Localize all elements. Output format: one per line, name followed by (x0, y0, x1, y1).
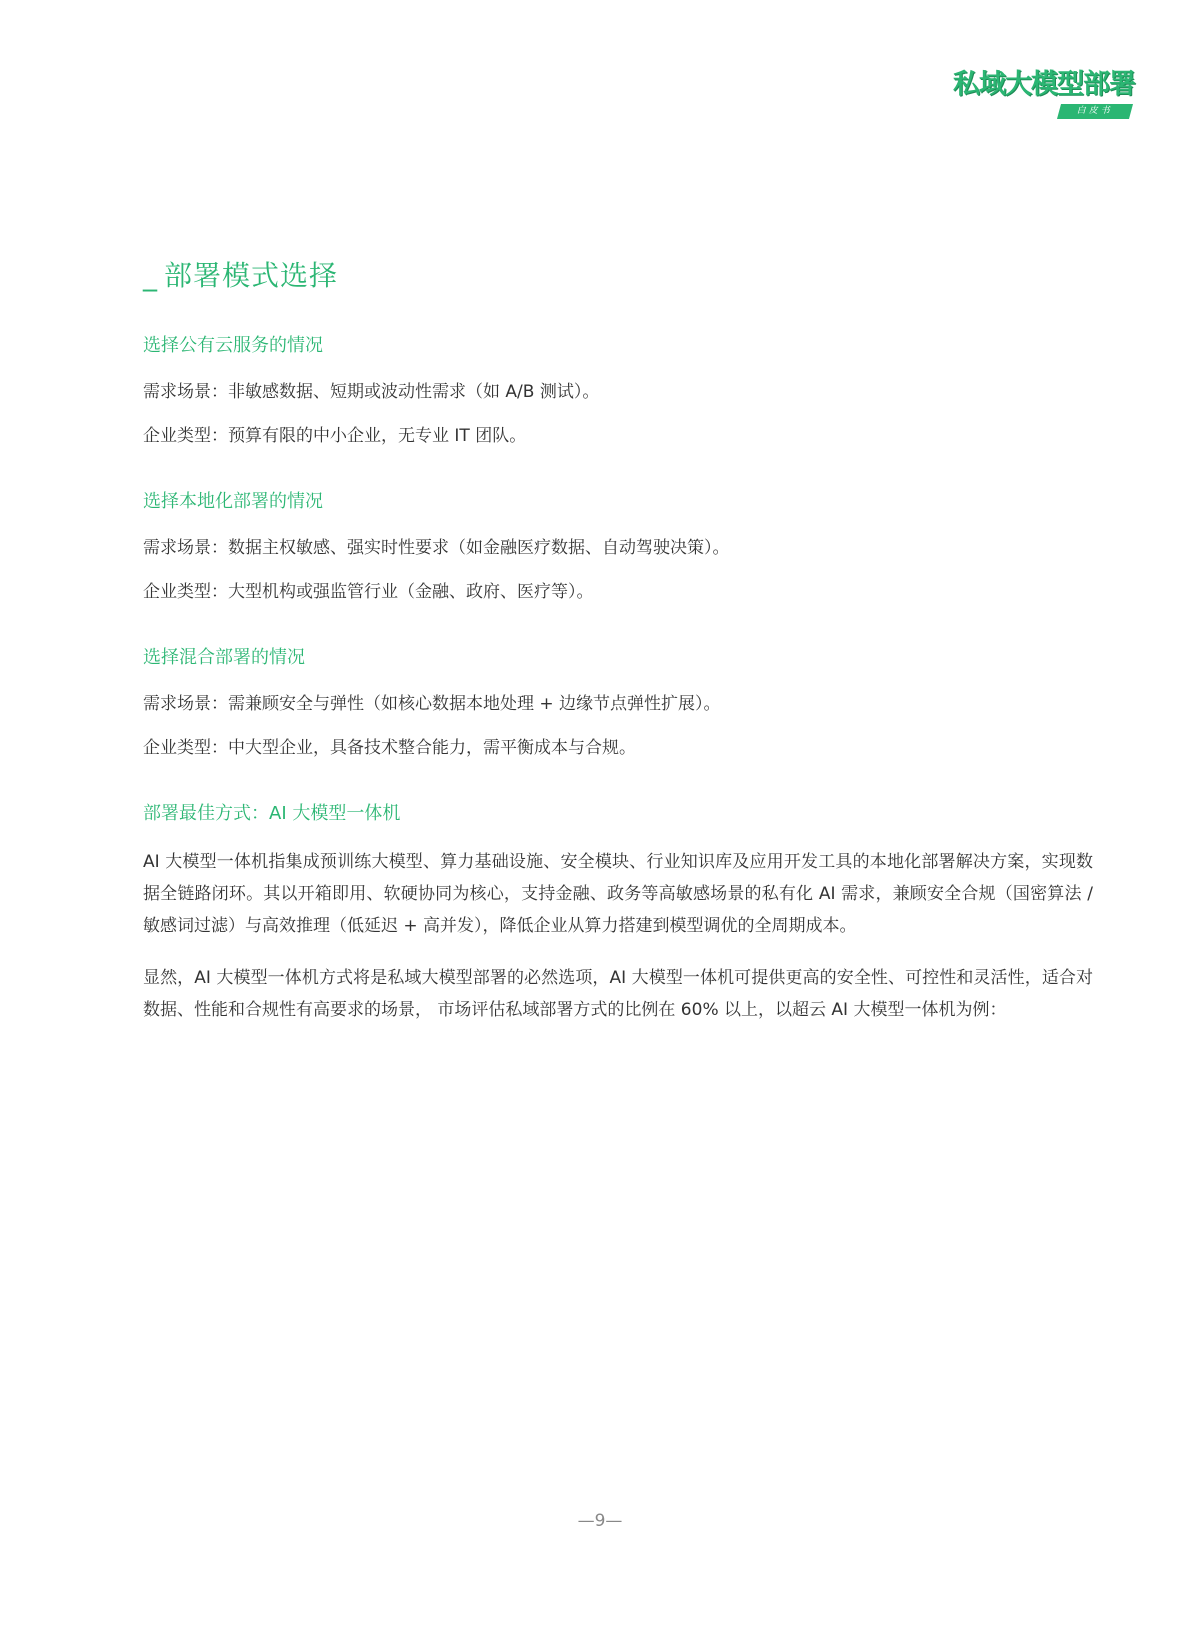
brand-logo (955, 62, 1135, 124)
section-title: 选择本地化部署的情况 (143, 491, 323, 512)
section-title: 选择混合部署的情况 (143, 647, 305, 668)
heading-text: 部署模式选择 (164, 259, 339, 292)
heading-prefix: _ (143, 259, 158, 292)
body-paragraph: 显然，AI 大模型一体机方式将是私域大模型部署的必然选项，AI 大模型一体机可提供更高的安全性、可控性和灵活性，适合对数据、性能和合规性有高要求的场景， 市场评估私域部署方式的比例在 60% 以上，以超云 AI 大模型一体机为例： (143, 968, 1093, 1020)
main-content (143, 258, 1093, 1046)
enterprise-type-line: 企业类型：预算有限的中小企业，无专业 IT 团队。 (143, 426, 527, 446)
section-best-practice (143, 800, 1093, 1026)
page-number: —9— (577, 1511, 623, 1531)
logo-tag: 白皮书 (1057, 104, 1133, 119)
requirement-line: 需求场景：数据主权敏感、强实时性要求（如金融医疗数据、自动驾驶决策）。 (143, 538, 730, 558)
requirement-line: 需求场景：非敏感数据、短期或波动性需求（如 A/B 测试）。 (143, 382, 600, 402)
section-local-deployment (143, 488, 1093, 606)
section-hybrid-deployment (143, 644, 1093, 762)
body-paragraph: AI 大模型一体机指集成预训练大模型、算力基础设施、安全模块、行业知识库及应用开发工具的本地化部署解决方案，实现数据全链路闭环。其以开箱即用、软硬协同为核心，支持金融、政务等高敏感场景的私有化 AI 需求，兼顾安全合规（国密算法 / 敏感词过滤）与高效推理（低延迟 + 高并发），降低企业从算力搭建到模型调优的全周期成本。 (143, 852, 1093, 936)
section-title: 部署最佳方式：AI 大模型一体机 (143, 803, 401, 824)
section-title: 选择公有云服务的情况 (143, 335, 323, 356)
section-public-cloud (143, 332, 1093, 450)
requirement-line: 需求场景：需兼顾安全与弹性（如核心数据本地处理 + 边缘节点弹性扩展）。 (143, 694, 721, 714)
logo-title: 私域大模型部署 (953, 69, 1135, 100)
enterprise-type-line: 企业类型：中大型企业，具备技术整合能力，需平衡成本与合规。 (143, 738, 636, 758)
enterprise-type-line: 企业类型：大型机构或强监管行业（金融、政府、医疗等）。 (143, 582, 594, 602)
page-title (143, 258, 1093, 294)
